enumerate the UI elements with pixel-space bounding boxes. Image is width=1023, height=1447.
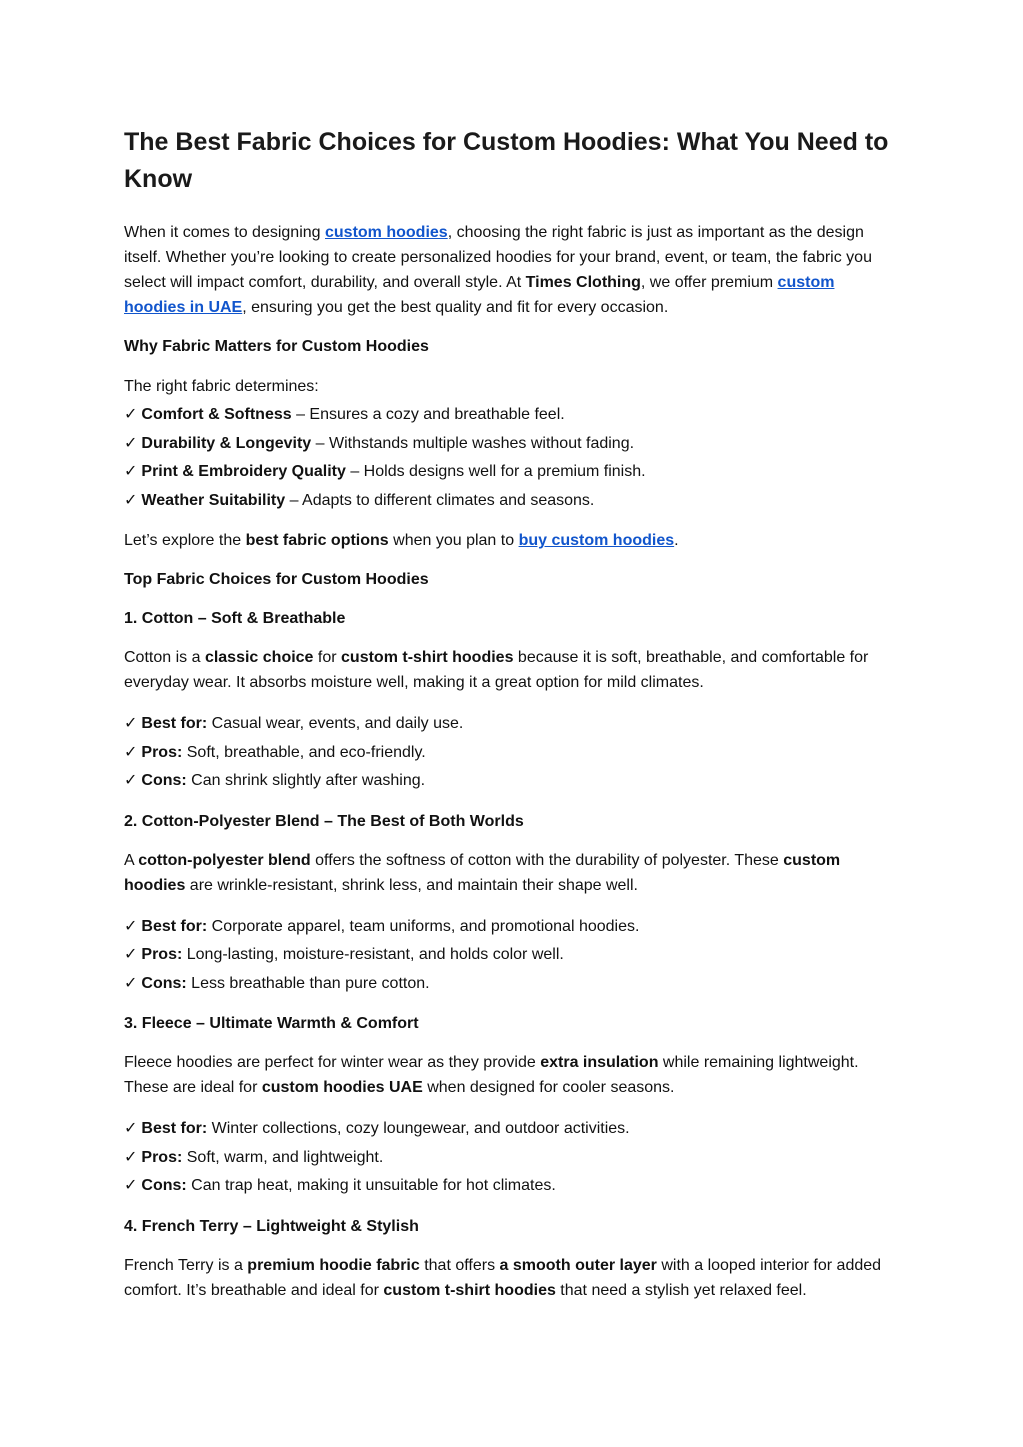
list-item bbox=[124, 486, 899, 515]
custom-hoodies-link[interactable]: custom hoodies bbox=[325, 224, 448, 241]
intro-paragraph bbox=[124, 220, 899, 320]
text: while remaining lightweight. These are ideal for bbox=[124, 1054, 859, 1096]
bold-text: custom hoodies bbox=[124, 851, 841, 894]
list-item bbox=[124, 1143, 899, 1172]
list-item-label: Best for: bbox=[141, 917, 208, 935]
text: A bbox=[124, 851, 139, 869]
check-icon: ✓ bbox=[124, 944, 138, 963]
list-item-label: Cons: bbox=[141, 1177, 187, 1194]
explore-text-2: when you plan to bbox=[388, 532, 519, 549]
list-item-text: – Withstands multiple washes without fading. bbox=[311, 434, 635, 452]
list-item-label: Pros: bbox=[141, 743, 183, 761]
list-item-text: Less breathable than pure cotton. bbox=[186, 974, 430, 992]
list-item bbox=[124, 1171, 899, 1200]
custom-hoodies-uae-link[interactable]: custom hoodies in UAE bbox=[124, 274, 835, 316]
list-item-text: – Adapts to different climates and seasons. bbox=[285, 491, 595, 509]
list-item-label: Durability & Longevity bbox=[141, 434, 312, 452]
list-item bbox=[124, 429, 899, 458]
section-paragraph bbox=[124, 1050, 899, 1100]
list-item-text: Winter collections, cozy loungewear, and outdoor activities. bbox=[207, 1120, 630, 1137]
text: that offers bbox=[419, 1256, 500, 1274]
list-item bbox=[124, 709, 899, 738]
top-fabrics-heading: Top Fabric Choices for Custom Hoodies bbox=[124, 571, 429, 588]
section-paragraph bbox=[124, 1253, 899, 1303]
explore-text-1: Let’s explore the bbox=[124, 532, 246, 549]
check-icon: ✓ bbox=[124, 972, 138, 992]
why-list bbox=[124, 400, 899, 514]
list-item bbox=[124, 738, 899, 767]
list-item-text: – Holds designs well for a premium finish. bbox=[345, 463, 646, 480]
bold-text: custom hoodies UAE bbox=[261, 1079, 423, 1096]
list-item-label: Pros: bbox=[141, 946, 183, 963]
bold-text: classic choice bbox=[204, 649, 314, 666]
list-item-label: Pros: bbox=[141, 1148, 183, 1166]
list-item-label: Weather Suitability bbox=[141, 491, 286, 509]
list-item bbox=[124, 457, 899, 486]
text: with a looped interior for added comfort. It’s breathable and ideal for bbox=[124, 1256, 882, 1299]
list-item bbox=[124, 940, 899, 969]
section-list bbox=[124, 1114, 899, 1200]
list-item-text: Soft, breathable, and eco-friendly. bbox=[182, 743, 426, 761]
list-item-label: Best for: bbox=[141, 715, 208, 732]
text: French Terry is a bbox=[124, 1256, 248, 1274]
check-icon: ✓ bbox=[124, 432, 138, 452]
list-item-text: Soft, warm, and lightweight. bbox=[182, 1148, 384, 1166]
intro-text-2: , choosing the right fabric is just as important as the design itself. Whether you’re looking to create personalized hoodies for your brand, event, or team, the fabric you select will impact comfort, durability, and overall style. At bbox=[124, 224, 872, 291]
list-item-text: – Ensures a cozy and breathable feel. bbox=[291, 406, 565, 423]
intro-text-1: When it comes to designing bbox=[124, 224, 325, 241]
brand-name: Times Clothing bbox=[525, 274, 641, 291]
explore-bold: best fabric options bbox=[245, 532, 389, 549]
list-item-text: Long-lasting, moisture-resistant, and holds color well. bbox=[182, 946, 564, 963]
list-item bbox=[124, 1114, 899, 1143]
buy-custom-hoodies-link[interactable]: buy custom hoodies bbox=[518, 532, 675, 549]
list-item bbox=[124, 912, 899, 941]
check-icon: ✓ bbox=[124, 1175, 138, 1194]
section-paragraph bbox=[124, 645, 899, 695]
text: Fleece hoodies are perfect for winter wear as they provide bbox=[124, 1054, 541, 1071]
list-item-label: Best for: bbox=[141, 1120, 208, 1137]
section-list bbox=[124, 912, 899, 998]
bold-text: a smooth outer layer bbox=[499, 1256, 657, 1274]
section-heading: 3. Fleece – Ultimate Warmth & Comfort bbox=[124, 1015, 419, 1032]
section-paragraph bbox=[124, 848, 899, 898]
check-icon: ✓ bbox=[124, 461, 138, 480]
fabric-sections bbox=[124, 606, 899, 1303]
why-heading: Why Fabric Matters for Custom Hoodies bbox=[124, 338, 429, 355]
list-item-text: Can trap heat, making it unsuitable for hot climates. bbox=[186, 1177, 556, 1194]
check-icon: ✓ bbox=[124, 489, 138, 509]
list-item bbox=[124, 400, 899, 429]
text: are wrinkle-resistant, shrink less, and maintain their shape well. bbox=[185, 876, 638, 894]
list-item-text: Can shrink slightly after washing. bbox=[186, 772, 426, 789]
check-icon: ✓ bbox=[124, 404, 138, 423]
bold-text: custom t-shirt hoodies bbox=[383, 1281, 556, 1299]
list-item-label: Cons: bbox=[141, 974, 187, 992]
list-item-label: Comfort & Softness bbox=[141, 406, 292, 423]
bold-text: cotton-polyester blend bbox=[138, 851, 311, 869]
list-item-label: Cons: bbox=[141, 772, 187, 789]
section-list bbox=[124, 709, 899, 795]
document-page bbox=[124, 124, 899, 1303]
check-icon: ✓ bbox=[124, 741, 138, 761]
list-item bbox=[124, 766, 899, 795]
intro-text-3: , we offer premium bbox=[640, 274, 778, 291]
text: because it is soft, breathable, and comfortable for everyday wear. It absorbs moisture well, making it a great option for mild climates. bbox=[124, 649, 869, 691]
text: offers the softness of cotton with the durability of polyester. These bbox=[310, 851, 784, 869]
check-icon: ✓ bbox=[124, 915, 138, 935]
section-heading: 4. French Terry – Lightweight & Stylish bbox=[124, 1217, 419, 1235]
list-item bbox=[124, 969, 899, 998]
bold-text: custom t-shirt hoodies bbox=[341, 649, 514, 666]
bold-text: premium hoodie fabric bbox=[247, 1256, 420, 1274]
text: when designed for cooler seasons. bbox=[422, 1079, 675, 1096]
explore-text-3: . bbox=[674, 532, 679, 549]
list-item-label: Print & Embroidery Quality bbox=[141, 463, 346, 480]
intro-text-4: , ensuring you get the best quality and fit for every occasion. bbox=[242, 299, 669, 316]
check-icon: ✓ bbox=[124, 1146, 138, 1166]
page-title: The Best Fabric Choices for Custom Hoodies: What You Need to Know bbox=[124, 128, 889, 193]
section-heading: 1. Cotton – Soft & Breathable bbox=[124, 610, 346, 627]
list-item-text: Casual wear, events, and daily use. bbox=[207, 715, 464, 732]
text: Cotton is a bbox=[124, 649, 205, 666]
text: that need a stylish yet relaxed feel. bbox=[555, 1281, 807, 1299]
section-heading: 2. Cotton-Polyester Blend – The Best of Both Worlds bbox=[124, 812, 524, 830]
list-item-text: Corporate apparel, team uniforms, and promotional hoodies. bbox=[207, 917, 640, 935]
text: for bbox=[313, 649, 342, 666]
check-icon: ✓ bbox=[124, 713, 138, 732]
explore-paragraph bbox=[124, 528, 899, 553]
check-icon: ✓ bbox=[124, 770, 138, 789]
check-icon: ✓ bbox=[124, 1118, 138, 1137]
why-lead: The right fabric determines: bbox=[124, 378, 319, 395]
bold-text: extra insulation bbox=[540, 1054, 659, 1071]
